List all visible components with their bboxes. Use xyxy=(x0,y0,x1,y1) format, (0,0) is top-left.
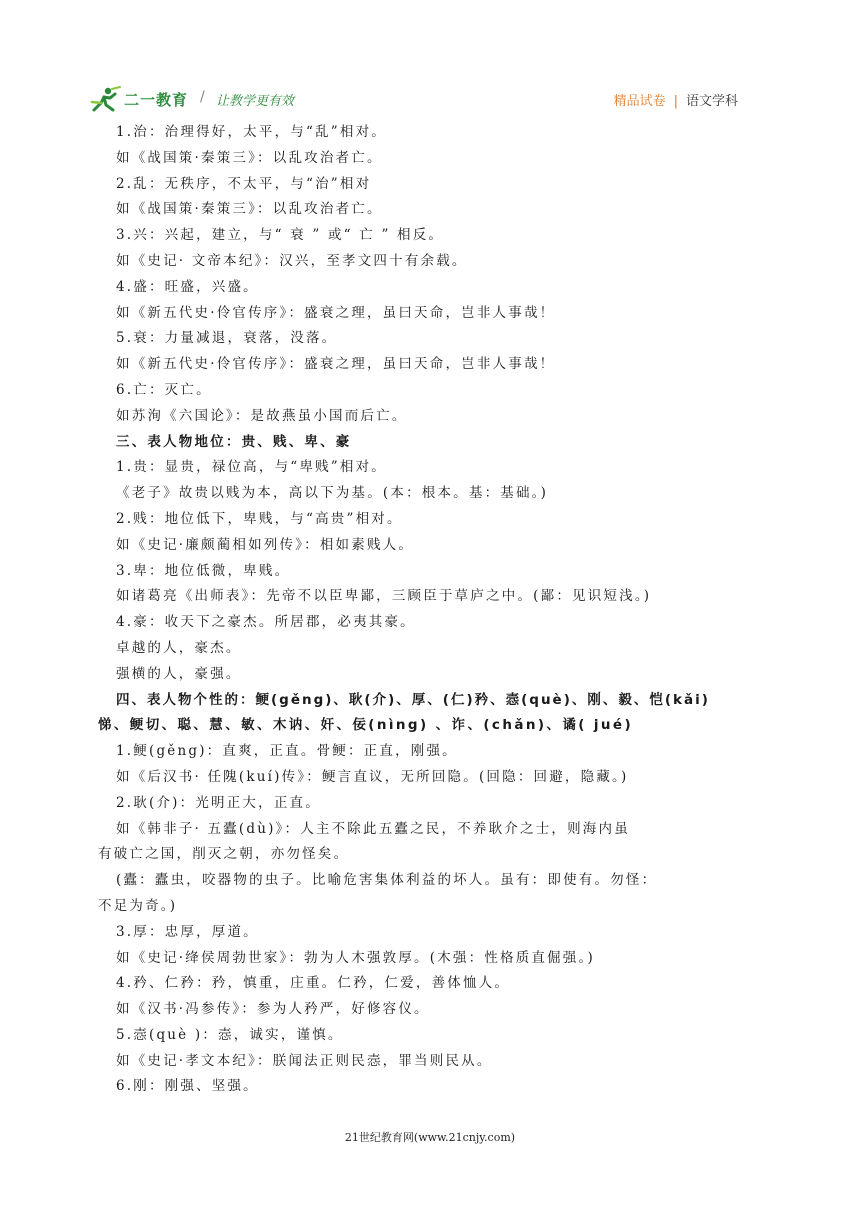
text-line: 5.悫(què )：悫，诚实，谨慎。 xyxy=(116,1026,344,1043)
text-line: 4.豪：收天下之豪杰。所居郡，必夷其豪。 xyxy=(116,614,416,631)
text-line: 3.卑：地位低微，卑贱。 xyxy=(116,562,291,579)
slogan: 让教学更有效 xyxy=(216,94,295,109)
header-right xyxy=(614,90,738,109)
text-line: 3.厚：忠厚，厚道。 xyxy=(116,923,259,940)
text-line: 如《韩非子· 五蠹(dù)》：人主不除此五蠹之民，不养耿介之士，则海内虽 xyxy=(116,820,630,837)
text-line: 如《新五代史·伶官传序》：盛衰之理，虽曰天命，岂非人事哉！ xyxy=(116,356,556,373)
text-line: (蠹：蠹虫，咬器物的虫子。比喻危害集体利益的坏人。虽有：即使有。勿怪： xyxy=(116,872,658,889)
text-line: 4.盛：旺盛，兴盛。 xyxy=(116,278,259,295)
text-line: 《老子》故贵以贱为本，高以下为基。(本：根本。基：基础。) xyxy=(116,485,549,502)
text-line: 如《汉书·冯参传》：参为人矜严，好修容仪。 xyxy=(116,1001,430,1018)
text-line: 如《战国策·秦策三》：以乱攻治者亡。 xyxy=(116,149,383,166)
text-line: 2.耿(介)：光明正大，正直。 xyxy=(116,794,321,811)
text-line: 3.兴：兴起，建立，与“ 衰 ” 或“ 亡 ” 相反。 xyxy=(116,227,445,244)
section-heading: 三、表人物地位：贵、贱、卑、豪 xyxy=(116,433,352,450)
page-header xyxy=(88,84,768,118)
text-line: 1.治：治理得好，太平，与“乱”相对。 xyxy=(116,124,387,140)
text-line: 5.衰：力量减退，衰落，没落。 xyxy=(116,330,338,347)
header-divider: | xyxy=(673,94,678,109)
text-line: 不足为奇。) xyxy=(98,897,178,914)
text-line: 如《战国策·秦策三》：以乱攻治者亡。 xyxy=(116,201,383,218)
text-line: 卓越的人，豪杰。 xyxy=(116,639,242,656)
text-line: 2.贱：地位低下，卑贱，与“高贵”相对。 xyxy=(116,510,403,527)
text-line: 1.鲠(gěng)：直爽，正直。骨鲠：正直，刚强。 xyxy=(116,743,458,760)
logo-separator: / xyxy=(200,89,205,105)
document-body xyxy=(98,120,788,1100)
brand-label: 精品试卷 xyxy=(613,94,666,109)
subject-label: 语文学科 xyxy=(685,94,738,109)
text-line: 6.亡：灭亡。 xyxy=(116,381,212,398)
section-heading: 四、表人物个性的：鲠(gěng)、耿(介)、厚、(仁)矜、悫(què)、刚、毅、恺(kǎi) xyxy=(116,691,710,708)
text-line: 6.刚：刚强、坚强。 xyxy=(116,1078,259,1095)
text-line: 如《史记· 文帝本纪》：汉兴，至孝文四十有余载。 xyxy=(116,252,468,269)
text-line: 如《史记·孝文本纪》：朕闻法正则民悫，罪当则民从。 xyxy=(116,1052,493,1069)
text-line: 如《新五代史·伶官传序》：盛衰之理，虽曰天命，岂非人事哉！ xyxy=(116,304,556,321)
logo-text: 二一教育 xyxy=(124,91,189,109)
text-line: 2.乱：无秩序，不太平，与“治”相对 xyxy=(116,175,372,192)
text-line: 4.矜、仁矜：矜，慎重，庄重。仁矜，仁爱，善体恤人。 xyxy=(116,975,511,992)
page-footer: 21世纪教育网(www.21cnjy.com) xyxy=(344,1131,516,1144)
text-line: 1.贵：显贵，禄位高，与“卑贱”相对。 xyxy=(116,459,387,476)
running-figure-logo-icon xyxy=(88,86,122,114)
text-line: 如《后汉书· 任隗(kuí)传》：鲠言直议，无所回隐。(回隐：回避，隐藏。) xyxy=(116,768,629,785)
text-line: 如《史记·廉颇蔺相如列传》：相如素贱人。 xyxy=(116,536,415,553)
text-line: 如诸葛亮《出师表》：先帝不以臣卑鄙，三顾臣于草庐之中。(鄙：见识短浅。) xyxy=(116,588,652,605)
text-line: 强横的人，豪强。 xyxy=(116,665,242,682)
text-line: 有破亡之国，削灭之朝，亦勿怪矣。 xyxy=(98,846,350,863)
text-line: 如苏洵《六国论》：是故燕虽小国而后亡。 xyxy=(116,407,408,424)
section-heading-continued: 悌、鲠切、聪、慧、敏、木讷、奸、佞(nìng) 、诈、(chǎn)、谲( jué) xyxy=(98,717,634,734)
text-line: 如《史记·绛侯周勃世家》：勃为人木强敦厚。(木强：性格质直倔强。) xyxy=(116,949,595,966)
